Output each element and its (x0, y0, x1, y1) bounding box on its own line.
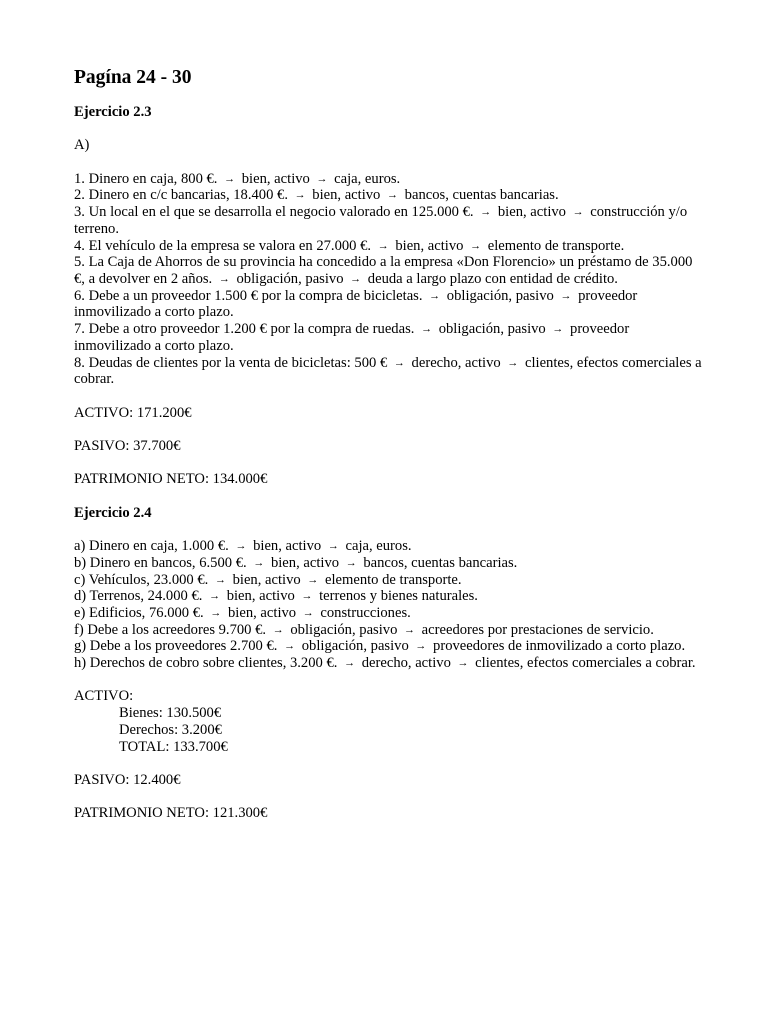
list-item: 6. Debe a un proveedor 1.500 € por la compra de bicicletas. → obligación, pasivo → proveedor inmovilizado a corto plazo. (74, 287, 638, 321)
arrow-icon: → (235, 540, 247, 553)
arrow-icon: → (210, 606, 222, 619)
arrow-icon: → (327, 540, 339, 553)
list-item: 7. Debe a otro proveedor 1.200 € por la compra de ruedas. → obligación, pasivo → proveedor inmovilizado a corto plazo. (74, 321, 630, 354)
list-item: 4. El vehículo de la empresa se valora en 27.000 €. → bien, activo → elemento de transporte. (74, 237, 625, 254)
exercise-2-4-heading: Ejercicio 2.4 (74, 504, 152, 521)
list-item: h) Derechos de cobro sobre clientes, 3.200 €. → derecho, activo → clientes, efectos comerciales a cobrar. (74, 655, 696, 672)
arrow-icon: → (344, 657, 356, 670)
arrow-icon: → (572, 206, 584, 219)
list-item: 1. Dinero en caja, 800 €. → bien, activo → caja, euros. (74, 170, 401, 187)
arrow-icon: → (294, 189, 306, 202)
list-item: d) Terrenos, 24.000 €. → bien, activo → terrenos y bienes naturales. (74, 588, 478, 605)
patrimonio-neto-total: PATRIMONIO NETO: 134.000€ (74, 471, 268, 488)
list-item: f) Debe a los acreedores 9.700 €. → obligación, pasivo → acreedores por prestaciones de servicio. (74, 621, 654, 638)
activo-total-value: TOTAL: 133.700€ (119, 738, 228, 755)
arrow-icon: → (302, 606, 314, 619)
list-item: c) Vehículos, 23.000 €. → bien, activo → elemento de transporte. (74, 571, 462, 588)
arrow-icon: → (345, 556, 357, 569)
arrow-icon: → (377, 239, 389, 252)
arrow-icon: → (224, 172, 236, 185)
activo-label: ACTIVO: (74, 688, 134, 705)
arrow-icon: → (316, 172, 328, 185)
arrow-icon: → (457, 657, 469, 670)
arrow-icon: → (253, 556, 265, 569)
arrow-icon: → (480, 206, 492, 219)
arrow-icon: → (404, 623, 416, 636)
arrow-icon: → (429, 289, 441, 302)
exercise-2-3-list (74, 171, 704, 388)
arrow-icon: → (560, 289, 572, 302)
list-item: 2. Dinero en c/c bancarias, 18.400 €. → bien, activo → bancos, cuentas bancarias. (74, 187, 559, 204)
list-item: g) Debe a los proveedores 2.700 €. → obligación, pasivo → proveedores de inmovilizado a corto plazo. (74, 638, 686, 655)
derechos-value: Derechos: 3.200€ (119, 721, 222, 738)
arrow-icon: → (301, 590, 313, 603)
arrow-icon: → (470, 239, 482, 252)
arrow-icon: → (507, 356, 519, 369)
pasivo-total: PASIVO: 37.700€ (74, 438, 181, 454)
arrow-icon: → (350, 273, 362, 285)
arrow-icon: → (209, 590, 221, 603)
section-a-label: A) (74, 137, 90, 154)
arrow-icon: → (415, 640, 427, 653)
arrow-icon: → (421, 323, 433, 336)
list-item: a) Dinero en caja, 1.000 €. → bien, activo → caja, euros. (74, 538, 412, 555)
activo-total: ACTIVO: 171.200€ (74, 404, 192, 421)
arrow-icon: → (552, 323, 564, 336)
list-item: 3. Un local en el que se desarrolla el negocio valorado en 125.000 €. → bien, activo → construcción y/o terreno. (74, 204, 688, 237)
exercise-2-3-heading: Ejercicio 2.3 (74, 104, 152, 120)
page-title: Pagína 24 - 30 (74, 67, 192, 88)
list-item: 8. Deudas de clientes por la venta de bicicletas: 500 € → derecho, activo → clientes, efectos comerciales a cobrar. (74, 354, 702, 388)
arrow-icon: → (393, 356, 405, 369)
arrow-icon: → (218, 273, 230, 285)
arrow-icon: → (214, 573, 226, 586)
list-item: e) Edificios, 76.000 €. → bien, activo → construcciones. (74, 604, 411, 621)
list-item: b) Dinero en bancos, 6.500 €. → bien, activo → bancos, cuentas bancarias. (74, 554, 518, 571)
arrow-icon: → (272, 623, 284, 636)
patrimonio-neto-total: PATRIMONIO NETO: 121.300€ (74, 805, 268, 822)
exercise-2-4-list (74, 538, 704, 672)
activo-block (74, 688, 704, 755)
pasivo-total: PASIVO: 12.400€ (74, 771, 181, 788)
list-item: 5. La Caja de Ahorros de su provincia ha concedido a la empresa «Don Florencio» un préstamo de 35.000 €, a devolver en 2 años. → obligación, pasivo → deuda a largo plazo con entidad de crédito. (74, 254, 693, 287)
document-page (74, 66, 704, 839)
arrow-icon: → (284, 640, 296, 653)
arrow-icon: → (307, 573, 319, 586)
arrow-icon: → (387, 189, 399, 202)
bienes-value: Bienes: 130.500€ (119, 705, 222, 722)
